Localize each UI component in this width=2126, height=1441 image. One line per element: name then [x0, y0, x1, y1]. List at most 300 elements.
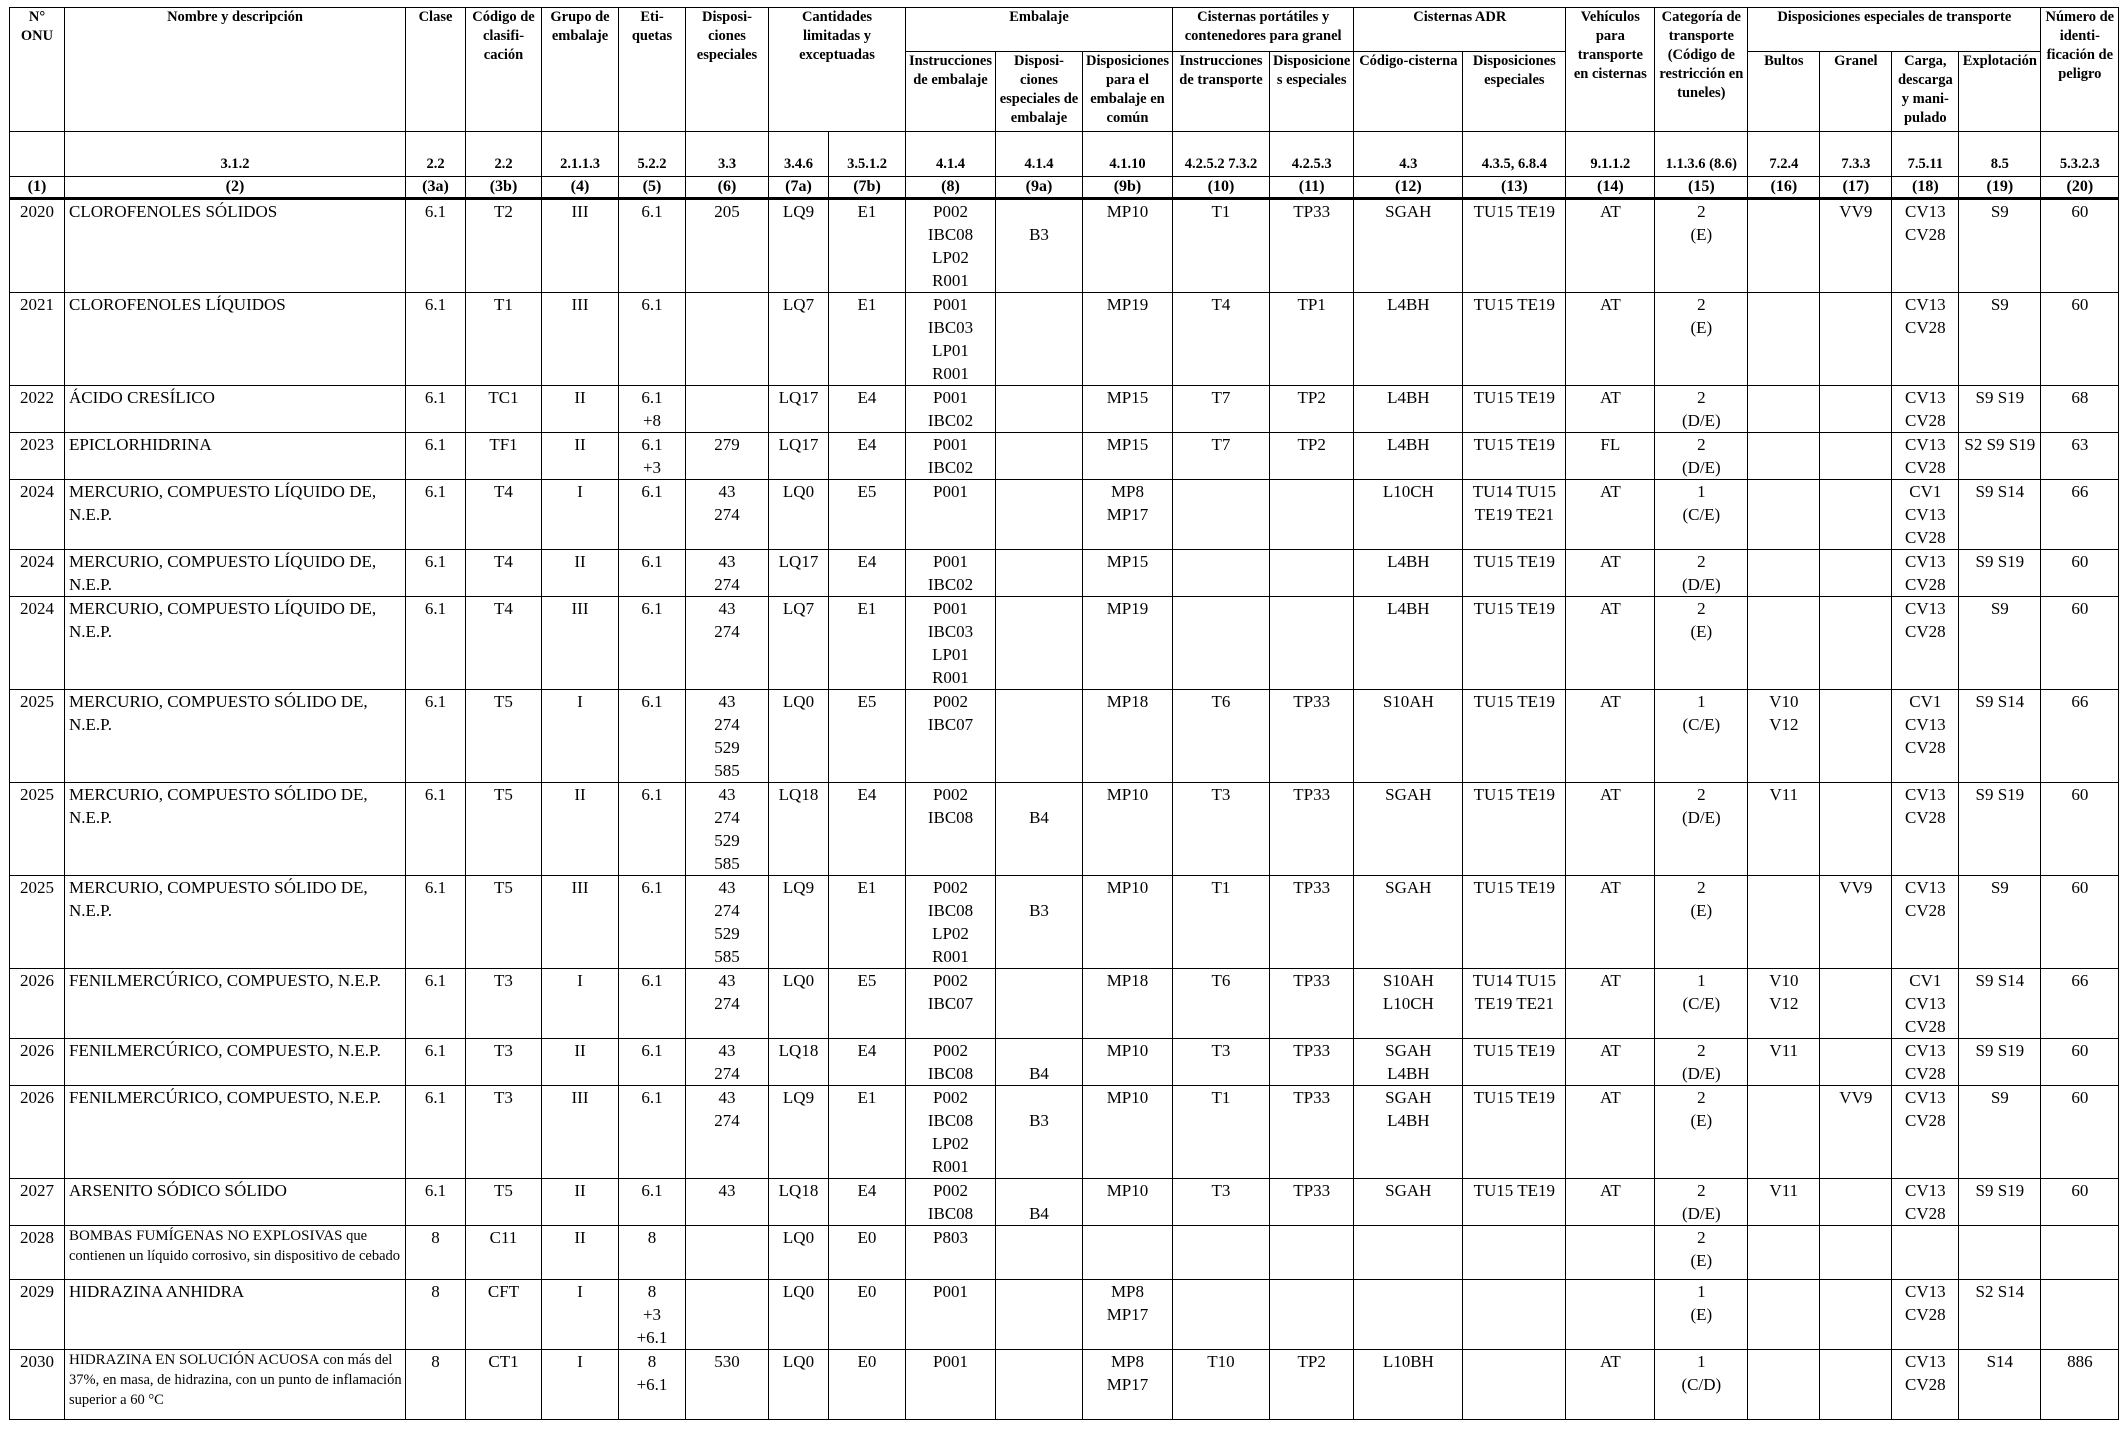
- tank-code: [1354, 783, 1463, 876]
- labels-cell: [619, 386, 686, 433]
- pt-special: TP33: [1269, 969, 1353, 1039]
- pt-special: TP33: [1269, 1179, 1353, 1226]
- packing-instructions: [906, 293, 996, 386]
- special-provisions-line: 43: [718, 1088, 736, 1107]
- transport-category-line: (E): [1690, 1305, 1713, 1324]
- ref-cell-9: 3.5.1.2: [829, 132, 906, 177]
- substance-name: [65, 1226, 406, 1280]
- vehicle-type: AT: [1566, 293, 1655, 386]
- tank-code: [1354, 550, 1463, 597]
- pt-instructions: T1: [1172, 199, 1269, 293]
- vehicle-type: AT: [1566, 386, 1655, 433]
- mixed-packing: [1082, 969, 1172, 1039]
- loading-provisions-line: CV28: [1905, 622, 1946, 641]
- bulk-provisions: [1820, 690, 1892, 783]
- ref-cell-10: 4.1.4: [906, 132, 996, 177]
- loading-provisions: [1892, 783, 1959, 876]
- vehicle-type: AT: [1566, 597, 1655, 690]
- labels-cell: [619, 876, 686, 969]
- tank-code: [1354, 1086, 1463, 1179]
- labels-cell: [619, 199, 686, 293]
- special-provisions-line: 43: [718, 599, 736, 618]
- hazard-id-number: 63: [2041, 433, 2119, 480]
- loading-provisions: [1892, 1039, 1959, 1086]
- packages-provisions: [1748, 969, 1820, 1039]
- tank-code-line: SGAH: [1385, 1088, 1432, 1107]
- class-cell: 6.1: [406, 199, 466, 293]
- tank-special-line: TU15 TE19: [1473, 692, 1556, 711]
- special-provisions-line: 205: [714, 202, 740, 221]
- tank-special: [1463, 199, 1566, 293]
- table-row: [10, 1179, 2119, 1226]
- transport-category: [1655, 1086, 1748, 1179]
- special-provisions-line: 274: [714, 994, 740, 1013]
- packing-group: I: [542, 480, 619, 550]
- substance-name-main: CLOROFENOLES LÍQUIDOS: [69, 295, 286, 314]
- hazard-id-number: 68: [2041, 386, 2119, 433]
- col-number-11: (9a): [995, 177, 1082, 199]
- loading-provisions-line: CV28: [1905, 1375, 1946, 1394]
- classification-code: TF1: [466, 433, 542, 480]
- col-number-4: (3b): [466, 177, 542, 199]
- transport-category-line: 1: [1697, 1282, 1706, 1301]
- packages-provisions: [1748, 876, 1820, 969]
- operation-provisions: S9 S19: [1959, 1179, 2041, 1226]
- header-loading: Carga, descarga y mani-pulado: [1892, 52, 1959, 132]
- bulk-provisions: [1820, 433, 1892, 480]
- labels-cell-line: 6.1: [641, 692, 663, 711]
- un-number: 2026: [10, 969, 65, 1039]
- pt-instructions: T1: [1172, 876, 1269, 969]
- substance-name: [65, 386, 406, 433]
- mixed-packing-line: MP10: [1106, 1041, 1149, 1060]
- col-number-23: (20): [2041, 177, 2119, 199]
- transport-category-line: (D/E): [1681, 411, 1721, 430]
- vehicle-type: AT: [1566, 1086, 1655, 1179]
- pt-special: TP33: [1269, 1039, 1353, 1086]
- classification-code: T4: [466, 550, 542, 597]
- special-provisions-line: 530: [714, 1352, 740, 1371]
- pt-special: [1269, 480, 1353, 550]
- transport-category-line: 2: [1697, 552, 1706, 571]
- transport-category-line: (E): [1690, 225, 1713, 244]
- packages-provisions-line: V11: [1769, 1181, 1799, 1200]
- tank-special-line: TU14 TU15: [1472, 971, 1556, 990]
- hazard-id-number: 60: [2041, 783, 2119, 876]
- transport-category-line: 2: [1697, 599, 1706, 618]
- vehicle-type: AT: [1566, 969, 1655, 1039]
- un-number: 2024: [10, 597, 65, 690]
- packing-special: [995, 1039, 1082, 1086]
- packing-instructions-line: IBC08: [927, 1064, 974, 1083]
- col-number-6: (5): [619, 177, 686, 199]
- tank-special: [1463, 1179, 1566, 1226]
- transport-category: [1655, 199, 1748, 293]
- packing-group: II: [542, 1039, 619, 1086]
- tank-special-line: TU15 TE19: [1473, 1181, 1556, 1200]
- tank-special: [1463, 480, 1566, 550]
- header-class: Clase: [406, 8, 466, 132]
- col-number-2: (2): [65, 177, 406, 199]
- packing-instructions-line: P002: [933, 202, 968, 221]
- operation-provisions: S9: [1959, 597, 2041, 690]
- substance-name-main: MERCURIO, COMPUESTO SÓLIDO DE, N.E.P.: [69, 785, 368, 827]
- labels-cell: [619, 293, 686, 386]
- loading-provisions-line: CV28: [1905, 1111, 1946, 1130]
- packing-instructions: [906, 1350, 996, 1420]
- packing-group: III: [542, 199, 619, 293]
- substance-name-main: BOMBAS FUMÍGENAS NO EXPLOSIVAS: [69, 1228, 343, 1244]
- special-provisions: [686, 480, 769, 550]
- ref-cell-13: 4.2.5.2 7.3.2: [1172, 132, 1269, 177]
- packing-special-line: [999, 783, 1079, 806]
- mixed-packing-line: MP10: [1106, 1088, 1149, 1107]
- un-number: 2022: [10, 386, 65, 433]
- special-provisions-line: 585: [714, 761, 740, 780]
- labels-cell-line: 6.1: [641, 1088, 663, 1107]
- col-number-1: (1): [10, 177, 65, 199]
- pt-special: [1269, 550, 1353, 597]
- ref-cell-12: 4.1.10: [1082, 132, 1172, 177]
- limited-quantity: LQ9: [769, 876, 829, 969]
- mixed-packing: [1082, 386, 1172, 433]
- limited-quantity: LQ0: [769, 1280, 829, 1350]
- loading-provisions-line: CV28: [1905, 458, 1946, 477]
- bulk-provisions: VV9: [1820, 876, 1892, 969]
- ref-cell-19: 7.2.4: [1748, 132, 1820, 177]
- header-adr-tanks: Cisternas ADR: [1354, 8, 1566, 52]
- mixed-packing-line: MP8: [1110, 482, 1145, 501]
- tank-special-line: TU15 TE19: [1473, 785, 1556, 804]
- mixed-packing-line: MP10: [1106, 785, 1149, 804]
- transport-category-line: 2: [1697, 435, 1706, 454]
- labels-cell: [619, 969, 686, 1039]
- pt-special: TP2: [1269, 386, 1353, 433]
- tank-code: [1354, 199, 1463, 293]
- substance-name: [65, 433, 406, 480]
- special-provisions-line: 274: [714, 808, 740, 827]
- excepted-quantity: E4: [829, 386, 906, 433]
- limited-quantity: LQ0: [769, 690, 829, 783]
- packing-group: I: [542, 1350, 619, 1420]
- mixed-packing-line: MP18: [1106, 692, 1149, 711]
- special-provisions-line: 43: [718, 878, 736, 897]
- special-provisions: [686, 1086, 769, 1179]
- packing-group: II: [542, 783, 619, 876]
- ref-cell-3: 2.2: [406, 132, 466, 177]
- packing-instructions-line: P002: [933, 1088, 968, 1107]
- special-provisions: [686, 783, 769, 876]
- hazard-id-number: 60: [2041, 1039, 2119, 1086]
- substance-name-main: EPICLORHIDRINA: [69, 435, 212, 454]
- tank-special: [1463, 1280, 1566, 1350]
- vehicle-type: AT: [1566, 1350, 1655, 1420]
- special-provisions: [686, 1280, 769, 1350]
- labels-cell: [619, 550, 686, 597]
- packing-instructions-line: IBC03: [927, 622, 974, 641]
- class-cell: 6.1: [406, 690, 466, 783]
- col-number-19: (16): [1748, 177, 1820, 199]
- packing-special-line: [999, 1086, 1079, 1109]
- vehicle-type: FL: [1566, 433, 1655, 480]
- tank-special: [1463, 386, 1566, 433]
- labels-cell-line: +8: [642, 411, 662, 430]
- packing-instructions-line: IBC02: [927, 575, 974, 594]
- labels-cell-line: +6.1: [636, 1328, 668, 1347]
- header-limited-quantities: Cantidades limitadas y exceptuadas: [769, 8, 906, 132]
- mixed-packing: [1082, 1226, 1172, 1280]
- hazard-id-number: 60: [2041, 1086, 2119, 1179]
- labels-cell: [619, 690, 686, 783]
- packing-group: I: [542, 690, 619, 783]
- labels-cell: [619, 1226, 686, 1280]
- loading-provisions: [1892, 1179, 1959, 1226]
- transport-category-line: 2: [1697, 295, 1706, 314]
- transport-category-line: 2: [1697, 1181, 1706, 1200]
- packing-instructions-line: IBC02: [927, 411, 974, 430]
- special-provisions-line: 43: [718, 692, 736, 711]
- header-portable-tanks: Cisternas portátiles y contenedores para granel: [1172, 8, 1353, 52]
- packing-instructions-line: IBC03: [927, 318, 974, 337]
- transport-category-line: (D/E): [1681, 808, 1721, 827]
- tank-code: [1354, 480, 1463, 550]
- mixed-packing: [1082, 1086, 1172, 1179]
- transport-category-line: (E): [1690, 1251, 1713, 1270]
- mixed-packing-line: MP8: [1110, 1282, 1145, 1301]
- loading-provisions-line: CV13: [1905, 552, 1946, 571]
- packing-group: I: [542, 1280, 619, 1350]
- tank-code: [1354, 433, 1463, 480]
- transport-category: [1655, 293, 1748, 386]
- excepted-quantity: E0: [829, 1226, 906, 1280]
- packages-provisions: [1748, 1350, 1820, 1420]
- special-provisions-line: 274: [714, 622, 740, 641]
- substance-name: [65, 783, 406, 876]
- packing-instructions-line: P002: [933, 785, 968, 804]
- tank-code-line: L4BH: [1387, 552, 1430, 571]
- labels-cell-line: 6.1: [641, 1181, 663, 1200]
- un-number: 2020: [10, 199, 65, 293]
- excepted-quantity: E4: [829, 1179, 906, 1226]
- hazard-id-number: [2041, 1280, 2119, 1350]
- hazard-id-number: [2041, 1226, 2119, 1280]
- transport-category-line: 2: [1697, 1088, 1706, 1107]
- hazard-id-number: 60: [2041, 597, 2119, 690]
- loading-provisions-line: CV13: [1905, 994, 1946, 1013]
- packing-special: [995, 690, 1082, 783]
- substance-name: [65, 876, 406, 969]
- excepted-quantity: E0: [829, 1350, 906, 1420]
- operation-provisions: S9 S19: [1959, 1039, 2041, 1086]
- transport-category-line: (E): [1690, 1111, 1713, 1130]
- tank-special-line: TU15 TE19: [1473, 1041, 1556, 1060]
- special-provisions: [686, 293, 769, 386]
- pt-instructions: T4: [1172, 293, 1269, 386]
- transport-category: [1655, 1039, 1748, 1086]
- classification-code: T3: [466, 1039, 542, 1086]
- mixed-packing-line: MP8: [1110, 1352, 1145, 1371]
- mixed-packing-line: MP19: [1106, 599, 1149, 618]
- pt-instructions: T6: [1172, 969, 1269, 1039]
- packing-special-line: [999, 1179, 1079, 1202]
- labels-cell: [619, 1280, 686, 1350]
- tank-code: [1354, 1350, 1463, 1420]
- substance-name-main: FENILMERCÚRICO, COMPUESTO, N.E.P.: [69, 971, 381, 990]
- tank-code-line: L4BH: [1387, 599, 1430, 618]
- loading-provisions-line: CV28: [1905, 528, 1946, 547]
- vehicle-type: AT: [1566, 1039, 1655, 1086]
- packages-provisions: [1748, 433, 1820, 480]
- ref-cell-21: 7.5.11: [1892, 132, 1959, 177]
- loading-provisions-line: CV13: [1905, 295, 1946, 314]
- limited-quantity: LQ9: [769, 199, 829, 293]
- packing-instructions: [906, 1280, 996, 1350]
- substance-name-main: ARSENITO SÓDICO SÓLIDO: [69, 1181, 287, 1200]
- limited-quantity: LQ17: [769, 550, 829, 597]
- tank-code-line: L4BH: [1387, 388, 1430, 407]
- excepted-quantity: E4: [829, 433, 906, 480]
- pt-instructions: T3: [1172, 1179, 1269, 1226]
- tank-special: [1463, 876, 1566, 969]
- packing-instructions-line: P001: [933, 388, 968, 407]
- special-provisions-line: 529: [714, 831, 740, 850]
- loading-provisions: [1892, 550, 1959, 597]
- tank-code-line: L4BH: [1387, 295, 1430, 314]
- packing-special-line: B4: [1029, 808, 1049, 827]
- header-tank-special: Disposiciones especiales: [1463, 52, 1566, 132]
- packages-provisions: [1748, 1226, 1820, 1280]
- tank-code: [1354, 1039, 1463, 1086]
- loading-provisions: [1892, 969, 1959, 1039]
- classification-code: T1: [466, 293, 542, 386]
- limited-quantity: LQ18: [769, 1179, 829, 1226]
- special-provisions: [686, 1350, 769, 1420]
- packing-instructions-line: P001: [933, 482, 968, 501]
- transport-category-line: (C/E): [1682, 994, 1721, 1013]
- tank-code: [1354, 597, 1463, 690]
- transport-category-line: (C/E): [1682, 505, 1721, 524]
- limited-quantity: LQ18: [769, 783, 829, 876]
- labels-cell: [619, 597, 686, 690]
- tank-special-line: TU15 TE19: [1473, 878, 1556, 897]
- tank-code-line: SGAH: [1385, 202, 1432, 221]
- bulk-provisions: [1820, 1039, 1892, 1086]
- special-provisions-line: 274: [714, 901, 740, 920]
- table-body: [10, 199, 2119, 1420]
- substance-name-note: con más del 37%, en masa, de hidrazina, con un punto de inflamación superior a 60 °C: [69, 1352, 402, 1408]
- loading-provisions: [1892, 293, 1959, 386]
- ref-cell-23: 5.3.2.3: [2041, 132, 2119, 177]
- packing-special: [995, 969, 1082, 1039]
- packing-group: II: [542, 1226, 619, 1280]
- col-number-22: (19): [1959, 177, 2041, 199]
- mixed-packing-line: MP10: [1106, 878, 1149, 897]
- excepted-quantity: E0: [829, 1280, 906, 1350]
- transport-category-line: 1: [1697, 692, 1706, 711]
- substance-name-main: CLOROFENOLES SÓLIDOS: [69, 202, 278, 221]
- class-cell: 6.1: [406, 1086, 466, 1179]
- packing-instructions: [906, 550, 996, 597]
- mixed-packing: [1082, 1039, 1172, 1086]
- packing-instructions-line: P001: [933, 1352, 968, 1371]
- mixed-packing-line: MP15: [1106, 388, 1149, 407]
- loading-provisions-line: CV28: [1905, 738, 1946, 757]
- packages-provisions: [1748, 1280, 1820, 1350]
- packing-instructions-line: IBC02: [927, 458, 974, 477]
- table-row: [10, 550, 2119, 597]
- ref-cell-2: 3.1.2: [65, 132, 406, 177]
- tank-special-line: TU15 TE19: [1473, 202, 1556, 221]
- pt-instructions: T7: [1172, 433, 1269, 480]
- tank-code-line: L10CH: [1382, 994, 1434, 1013]
- classification-code: T5: [466, 876, 542, 969]
- substance-name: [65, 1039, 406, 1086]
- bulk-provisions: [1820, 1226, 1892, 1280]
- packing-instructions-line: R001: [932, 1157, 969, 1176]
- labels-cell-line: 6.1: [641, 388, 663, 407]
- hazard-id-number: 60: [2041, 876, 2119, 969]
- transport-category-line: (D/E): [1681, 1064, 1721, 1083]
- packing-instructions: [906, 1226, 996, 1280]
- substance-name: [65, 550, 406, 597]
- table-row: [10, 783, 2119, 876]
- ref-cell-8: 3.4.6: [769, 132, 829, 177]
- un-number: 2025: [10, 876, 65, 969]
- packages-provisions-line: V10: [1769, 971, 1799, 990]
- loading-provisions-line: CV28: [1905, 1017, 1946, 1036]
- loading-provisions: [1892, 597, 1959, 690]
- tank-special: [1463, 1039, 1566, 1086]
- pt-special: [1269, 1280, 1353, 1350]
- tank-special-line: TU15 TE19: [1473, 599, 1556, 618]
- packing-instructions-line: P002: [933, 692, 968, 711]
- tank-special-line: TU15 TE19: [1473, 435, 1556, 454]
- ref-cell-1: [10, 132, 65, 177]
- header-vehicle: Vehículos para transporte en cisternas: [1566, 8, 1655, 132]
- substance-name-main: ÁCIDO CRESÍLICO: [69, 388, 215, 407]
- packing-instructions-line: P002: [933, 971, 968, 990]
- packages-provisions-line: V11: [1769, 1041, 1799, 1060]
- loading-provisions-line: CV1: [1909, 971, 1942, 990]
- packing-instructions: [906, 783, 996, 876]
- mixed-packing-line: MP10: [1106, 1181, 1149, 1200]
- special-provisions-line: 279: [714, 435, 740, 454]
- transport-category: [1655, 1280, 1748, 1350]
- table-row: [10, 433, 2119, 480]
- packing-special: [995, 550, 1082, 597]
- labels-cell-line: +6.1: [636, 1375, 668, 1394]
- vehicle-type: AT: [1566, 876, 1655, 969]
- excepted-quantity: E4: [829, 550, 906, 597]
- classification-code: T5: [466, 1179, 542, 1226]
- tank-special: [1463, 783, 1566, 876]
- limited-quantity: LQ0: [769, 480, 829, 550]
- special-provisions-line: 43: [718, 785, 736, 804]
- packing-group: II: [542, 1179, 619, 1226]
- transport-category-line: (C/D): [1681, 1375, 1722, 1394]
- pt-special: TP33: [1269, 783, 1353, 876]
- classification-code: C11: [466, 1226, 542, 1280]
- column-number-row: [10, 177, 2119, 199]
- special-provisions: [686, 690, 769, 783]
- hazard-id-number: 60: [2041, 293, 2119, 386]
- tank-special: [1463, 597, 1566, 690]
- loading-provisions-line: CV28: [1905, 575, 1946, 594]
- class-cell: 6.1: [406, 876, 466, 969]
- reference-row: [10, 132, 2119, 177]
- transport-category: [1655, 969, 1748, 1039]
- tank-code: [1354, 386, 1463, 433]
